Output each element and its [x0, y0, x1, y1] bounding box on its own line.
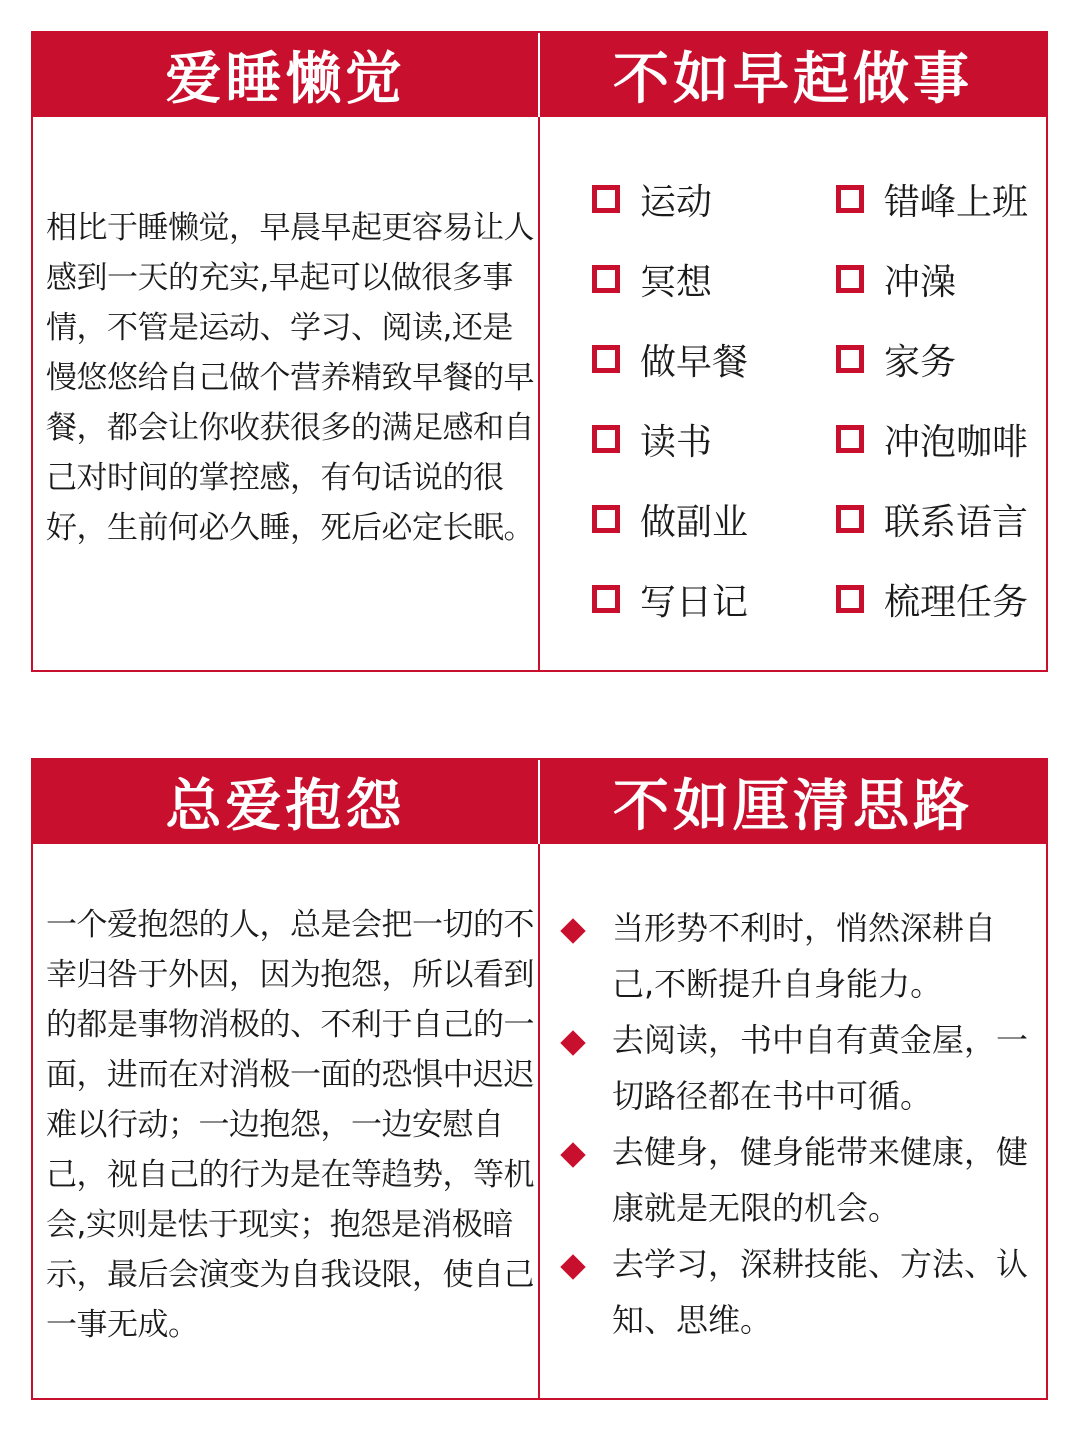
section-header: [33, 33, 1046, 117]
right-title: 不如厘清思路: [613, 774, 973, 839]
checklist-item: 写日记: [592, 559, 836, 639]
checkbox-icon: [592, 505, 620, 533]
diamond-bullet-icon: [560, 1030, 585, 1055]
checkbox-icon: [836, 585, 864, 613]
left-title: 爱睡懒觉: [33, 33, 540, 117]
checklist-item: 冥想: [592, 239, 836, 319]
paragraph: 一个爱抱怨的人，总是会把一切的不幸归咎于外因，因为抱怨，所以看到的都是事物消极的、不利于自己的一面，进而在对消极一面的恐惧中迟迟难以行动；一边抱怨，一边安慰自己，视自己的行为是在等趋势，等机会,实则是怯于现实；抱怨是消极暗示，最后会演变为自我设限，使自己一事无成。: [46, 907, 534, 1343]
checklist-item: 做早餐: [592, 319, 836, 399]
checkbox-icon: [836, 185, 864, 213]
section-header: [33, 760, 1046, 844]
checkbox-icon: [592, 585, 620, 613]
paragraph: 相比于睡懒觉，早晨早起更容易让人感到一天的充实,早起可以做很多事情，不管是运动、学习、阅读,还是慢悠悠给自己做个营养精致早餐的早餐，都会让你收获很多的满足感和自己对时间的掌控感，有句话说的很好，生前何必久睡，死后必定长眠。: [46, 210, 534, 546]
left-column: [33, 117, 540, 670]
checkbox-icon: [592, 185, 620, 213]
bullet-item: 去健身，健身能带来健康，健康就是无限的机会。: [556, 1124, 1038, 1236]
bullet-item: 去阅读，书中自有黄金屋，一切路径都在书中可循。: [556, 1012, 1038, 1124]
checklist-item: 做副业: [592, 479, 836, 559]
right-column: [540, 844, 1046, 1398]
right-title: 不如早起做事: [613, 47, 973, 112]
right-column: [540, 117, 1046, 670]
checklist-item: 冲泡咖啡: [836, 399, 1036, 479]
left-column: [33, 844, 540, 1398]
checklist-item: 梳理任务: [836, 559, 1036, 639]
checkbox-icon: [592, 265, 620, 293]
left-title: 总爱抱怨: [33, 760, 540, 844]
checklist-item: 冲澡: [836, 239, 1036, 319]
checklist-item: 家务: [836, 319, 1036, 399]
checkbox-icon: [592, 425, 620, 453]
diamond-bullet-icon: [560, 918, 585, 943]
checkbox-icon: [836, 505, 864, 533]
bullet-list: [556, 900, 1038, 1348]
section-complaining: [31, 758, 1048, 1400]
checkbox-icon: [836, 425, 864, 453]
diamond-bullet-icon: [560, 1142, 585, 1167]
bullet-item: 当形势不利时，悄然深耕自己,不断提升自身能力。: [556, 900, 1038, 1012]
checkbox-icon: [836, 345, 864, 373]
bullet-item: 去学习，深耕技能、方法、认知、思维。: [556, 1236, 1038, 1348]
checkbox-icon: [836, 265, 864, 293]
checklist-item: 联系语言: [836, 479, 1036, 559]
checklist-item: 运动: [592, 159, 836, 239]
checklist-item: 读书: [592, 399, 836, 479]
checklist-item: 错峰上班: [836, 159, 1036, 239]
checkbox-icon: [592, 345, 620, 373]
section-early-rising: [31, 31, 1048, 672]
checklist: [592, 159, 1036, 639]
diamond-bullet-icon: [560, 1254, 585, 1279]
